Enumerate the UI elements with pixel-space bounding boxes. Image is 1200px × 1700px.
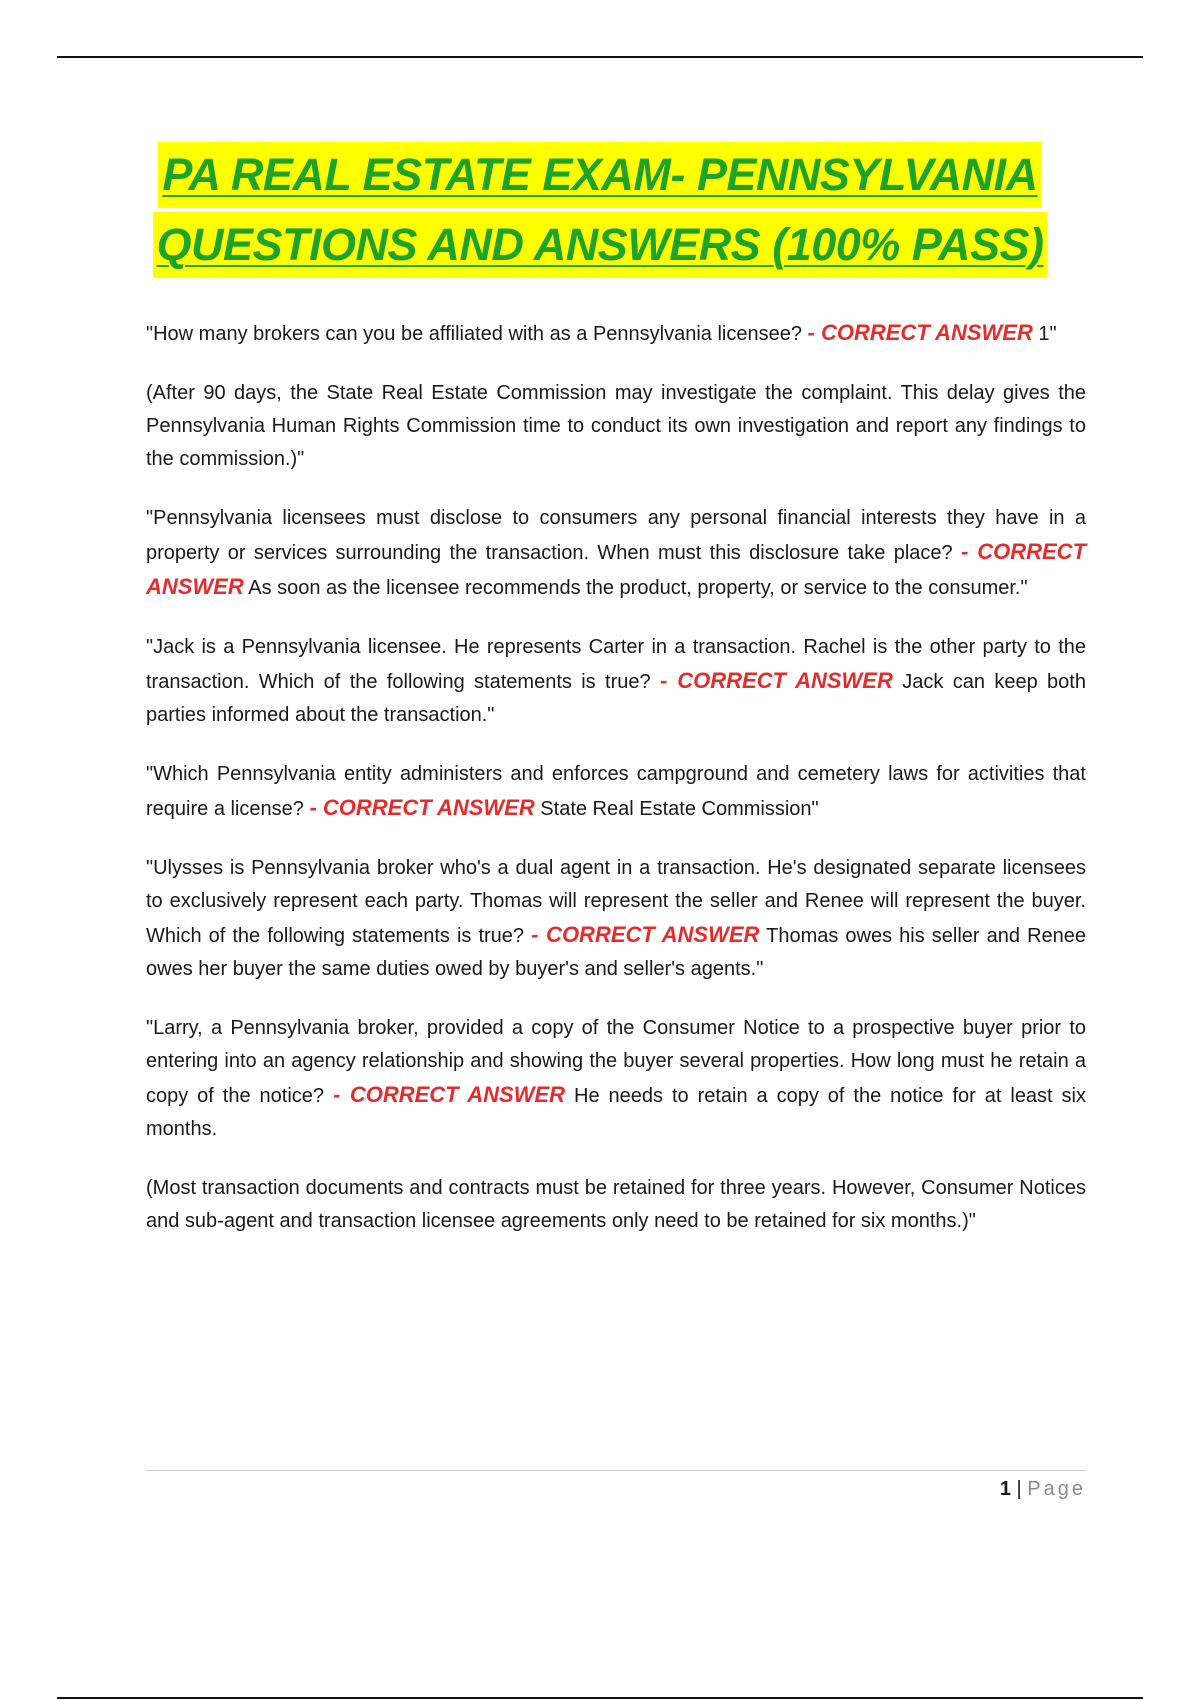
qa-note-1	[146, 377, 1086, 476]
question-text: "Ulysses is Pennsylvania broker who's a dual agent in a transaction. He's designated separate licensees to exclusively represent each party. Thomas will represent the seller and Renee will represent the buyer. Which of the following statements is true?	[146, 857, 1086, 947]
qa-content	[146, 316, 1086, 1264]
title-line-1: PA REAL ESTATE EXAM- PENNSYLVANIA	[158, 142, 1041, 208]
answer-text: 1"	[1038, 323, 1057, 345]
question-text: "How many brokers can you be affiliated with as a Pennsylvania licensee?	[146, 323, 802, 345]
bottom-rule	[57, 1697, 1143, 1699]
correct-answer-marker: - CORRECT ANSWER	[333, 1082, 566, 1107]
correct-answer-marker: - CORRECT ANSWER	[659, 668, 893, 693]
page-separator: |	[1016, 1478, 1022, 1500]
qa-item-5	[146, 852, 1086, 986]
answer-text: Jack can keep both parties informed about the transaction."	[146, 671, 1086, 726]
document-title	[0, 142, 1200, 278]
title-line-2: QUESTIONS AND ANSWERS (100% PASS)	[153, 212, 1048, 278]
qa-item-1	[146, 316, 1086, 351]
correct-answer-marker: - CORRECT ANSWER	[531, 922, 760, 947]
note-text: (Most transaction documents and contracts must be retained for three years. However, Consumer Notices and sub-agent and transaction licensee agreements only need to be retained for six months.)"	[146, 1177, 1086, 1232]
qa-item-4	[146, 758, 1086, 826]
page-label: Page	[1027, 1478, 1086, 1500]
correct-answer-marker: - CORRECT ANSWER	[146, 539, 1087, 599]
footer-rule	[146, 1470, 1086, 1471]
question-text: "Larry, a Pennsylvania broker, provided a copy of the Consumer Notice to a prospective buyer prior to entering into an agency relationship and showing the buyer several properties. How long must he retain a copy of the notice?	[146, 1017, 1086, 1107]
page-footer	[146, 1474, 1086, 1504]
correct-answer-marker: - CORRECT ANSWER	[309, 795, 535, 820]
qa-item-2	[146, 502, 1086, 605]
correct-answer-marker: - CORRECT ANSWER	[807, 320, 1033, 345]
page-number: 1	[999, 1478, 1011, 1500]
question-text: "Which Pennsylvania entity administers and enforces campground and cemetery laws for activities that require a license?	[146, 763, 1086, 820]
qa-item-3	[146, 631, 1086, 732]
top-rule	[57, 56, 1143, 58]
answer-text: He needs to retain a copy of the notice for at least six months.	[146, 1085, 1087, 1140]
question-text: "Jack is a Pennsylvania licensee. He represents Carter in a transaction. Rachel is the other party to the transaction. Which of the following statements is true?	[146, 636, 1086, 693]
qa-note-2	[146, 1172, 1086, 1238]
question-text: "Pennsylvania licensees must disclose to consumers any personal financial interests they have in a property or services surrounding the transaction. When must this disclosure take place?	[146, 507, 1086, 564]
qa-item-6	[146, 1012, 1086, 1146]
answer-text: State Real Estate Commission"	[540, 798, 819, 820]
answer-text: As soon as the licensee recommends the product, property, or service to the consumer."	[248, 577, 1028, 599]
note-text: (After 90 days, the State Real Estate Commission may investigate the complaint. This delay gives the Pennsylvania Human Rights Commission time to conduct its own investigation and report any findings to the commission.)"	[146, 382, 1086, 470]
answer-text: Thomas owes his seller and Renee owes her buyer the same duties owed by buyer's and seller's agents."	[146, 925, 1087, 980]
